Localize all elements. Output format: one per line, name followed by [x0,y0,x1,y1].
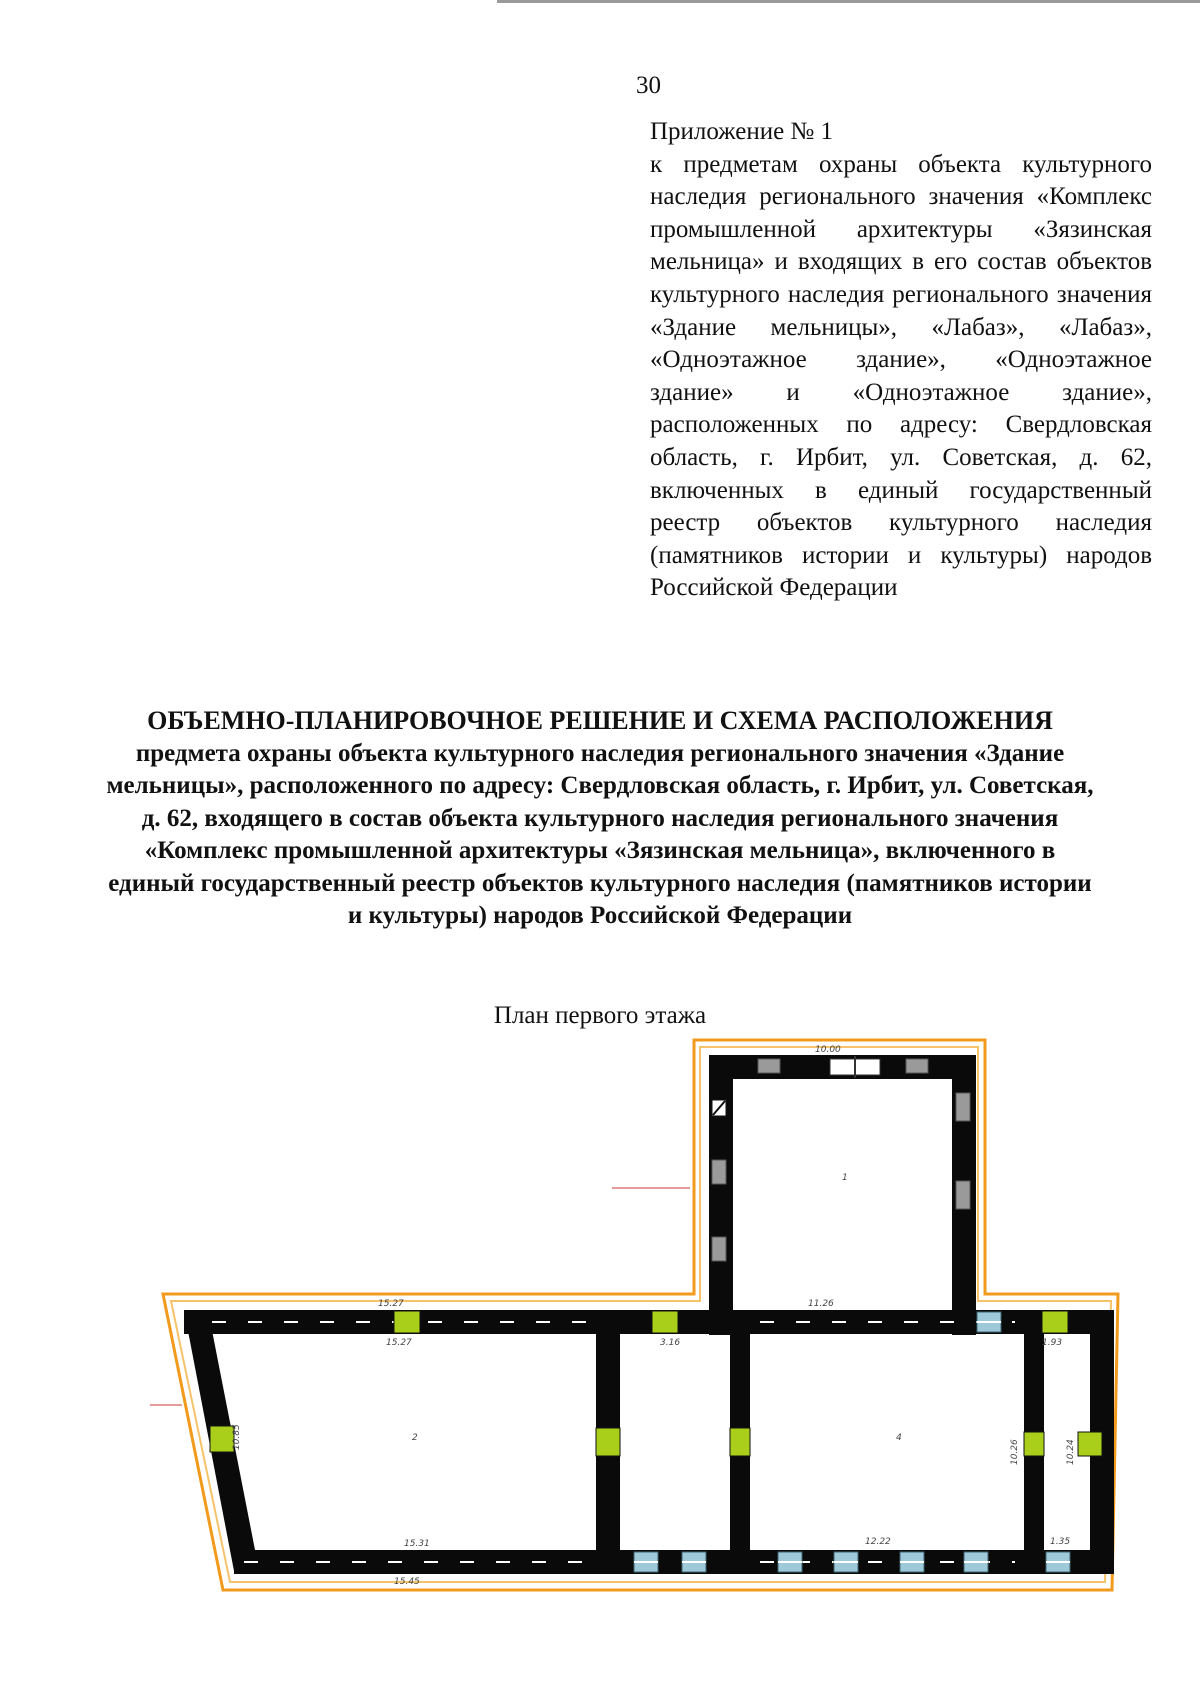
dimension-label: 15.27 [378,1299,404,1309]
document-title-main: ОБЪЕМНО-ПЛАНИРОВОЧНОЕ РЕШЕНИЕ И СХЕМА РАСПОЛОЖЕНИЯ [147,706,1053,735]
door [1078,1432,1102,1456]
window-hatched [956,1181,970,1209]
window-hatched [712,1160,726,1184]
page-number: 30 [636,72,661,99]
dimension-label: 1.93 [1042,1338,1063,1348]
room-number: 1 [842,1173,848,1183]
room-number: 4 [896,1433,902,1443]
dimension-label: 10.00 [815,1045,841,1055]
door [730,1428,750,1456]
striped-windows [634,1312,1070,1572]
room-number: 2 [412,1433,418,1443]
door [1024,1432,1044,1456]
dimension-label: 1.35 [1050,1537,1071,1547]
document-title-subtitle: предмета охраны объекта культурного наследия регионального значения «Здание мельницы», расположенного по адресу: Свердловская область, г. Ирбит, ул. Советская, д. 62, входящего в состав объекта культурного наследия регионального значения «Комплекс промышленной архитектуры «Зязинская мельница», включенного в единый государственный реестр объектов культурного наследия (памятников истории и культуры) народов Российской Федерации [106,739,1094,929]
dimension-label: 15.27 [386,1338,412,1348]
dimension-label: 3.16 [660,1338,681,1348]
wall-north-west [184,1310,709,1334]
dimension-label: 15.31 [404,1539,430,1549]
dimension-label: 15.45 [394,1577,420,1587]
dimension-label: 12.22 [865,1537,891,1547]
door [1042,1311,1068,1333]
door [596,1428,620,1456]
hatched-windows [712,1059,970,1261]
window-hatched [758,1059,780,1073]
plan-caption: План первого этажа [493,1002,707,1029]
plan-walls [184,1055,1114,1574]
door [652,1311,678,1333]
door [394,1311,420,1333]
appendix-title: Приложение № 1 [650,118,834,145]
window-hatched [956,1093,970,1121]
dimension-label: 11.26 [808,1299,834,1309]
window-hatched [712,1237,726,1261]
appendix-text: к предметам охраны объекта культурного наследия регионального значения «Комплекс промышленной архитектуры «Зязинская мельница» и входящих в его состав объектов культурного наследия регионального значения «Здание мельницы», «Лабаз», «Лабаз», «Одноэтажное здание», «Одноэтажное здание» и «Одноэтажное здание», расположенных по адресу: Свердловская область, г. Ирбит, ул. Советская, д. 62, включенных в единый государственный реестр объектов культурного наследия (памятников истории и культуры) народов Российской Федерации [650,150,1152,602]
dimension-label: 10.24 [1066,1439,1076,1465]
dimension-label: 10.26 [1010,1439,1020,1465]
dimension-label: 10.85 [232,1424,242,1450]
window-hatched [906,1059,928,1073]
wall-north-wing-west [709,1055,733,1335]
door [210,1426,234,1452]
